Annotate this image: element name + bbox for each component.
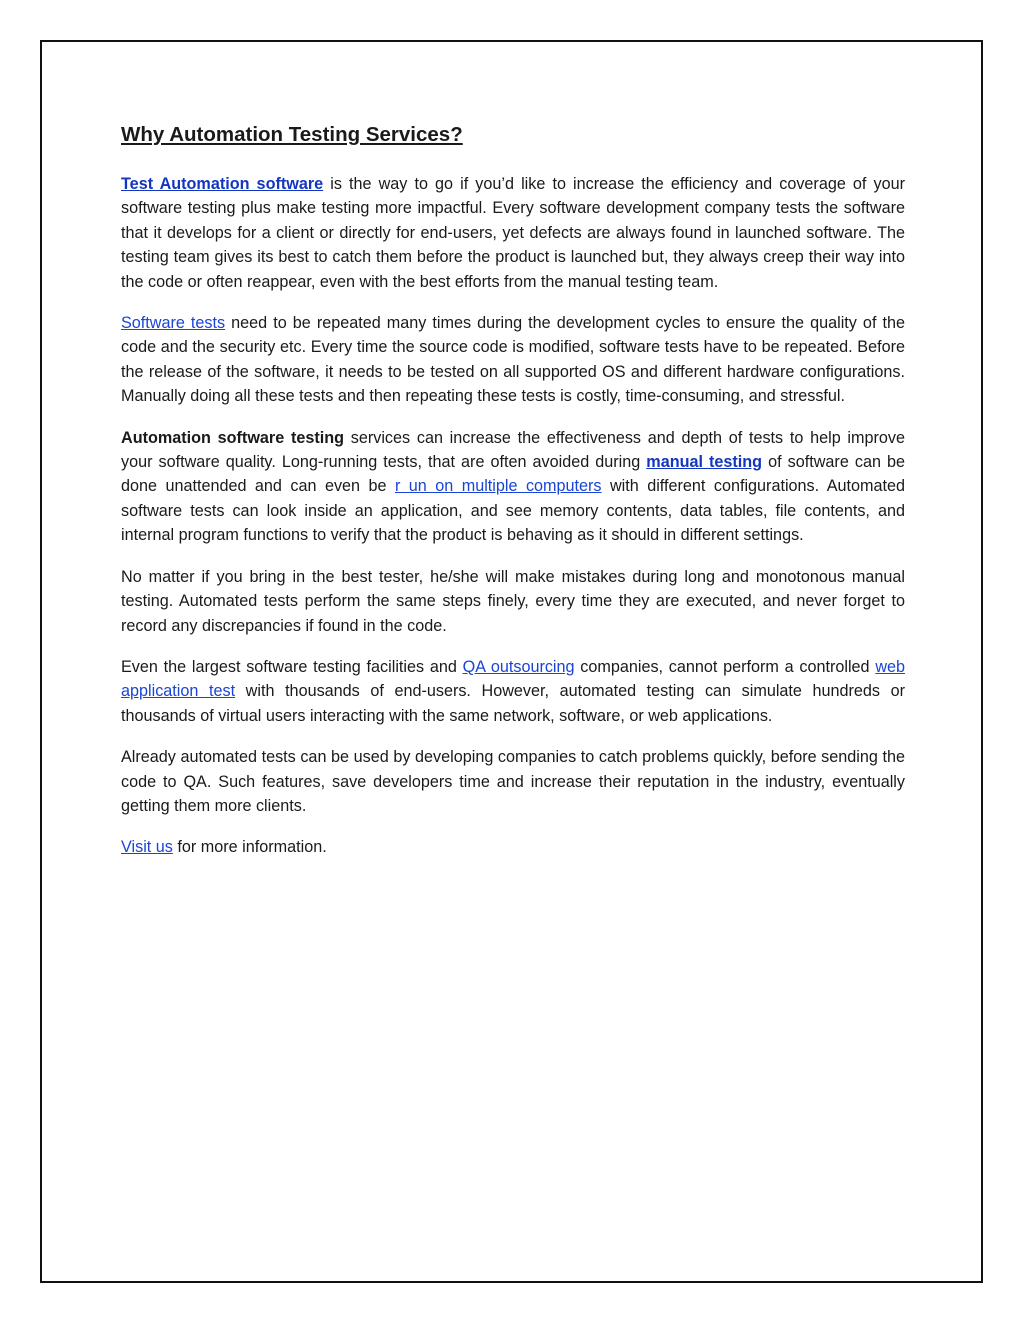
document-body <box>121 120 905 877</box>
paragraph-facilities-text-1: Even the largest software testing facilities and <box>121 657 463 676</box>
paragraph-facilities-text-2: companies, cannot perform a controlled <box>574 657 876 676</box>
test-automation-software-link[interactable]: Test Automation software <box>121 175 324 193</box>
web-application-test-link[interactable]: web application test <box>121 657 906 701</box>
paragraph-automation-testing <box>121 426 905 548</box>
paragraph-visit-us <box>121 835 905 859</box>
paragraph-automation-text-1: services can increase the effectiveness and depth of tests to help improve your software quality. Long-running tests, that are often avoided during <box>121 428 906 472</box>
page-title: Why Automation Testing Services? <box>121 123 463 146</box>
software-tests-link[interactable]: Software tests <box>121 314 226 333</box>
paragraph-best-tester: No matter if you bring in the best tester, he/she will make mistakes during long and monotonous manual testing. Automated tests perform the same steps finely, every time they are executed, and never forget to record any discrepancies if found in the code. <box>121 567 905 635</box>
paragraph-intro <box>121 172 905 294</box>
run-on-multiple-computers-link[interactable]: r un on multiple computers <box>394 477 602 496</box>
manual-testing-link[interactable]: manual testing <box>646 453 763 472</box>
qa-outsourcing-link[interactable]: QA outsourcing <box>462 657 575 676</box>
paragraph-automation-text-2: of software can be done unattended and can even be <box>121 453 905 496</box>
automation-software-testing-bold: Automation software testing <box>121 428 345 447</box>
paragraph-visit-us-text: for more information. <box>172 838 327 857</box>
paragraph-software-tests-text: need to be repeated many times during the development cycles to ensure the quality of the code and the security etc. Every time the source code is modified, software tests have to be repeated. Before the release of the software, it needs to be tested on all supported OS and different hardware configurations. Manually doing all these tests and then repeating these tests is costly, time-consuming, and stressful. <box>121 314 905 406</box>
paragraph-already-automated: Already automated tests can be used by developing companies to catch problems quickly, before sending the code to QA. Such features, save developers time and increase their reputation in the industry, eventually getting them more clients. <box>121 748 905 815</box>
paragraph-largest-facilities <box>121 655 905 728</box>
paragraph-facilities-text-3: with thousands of end-users. However, automated testing can simulate hundreds or thousands of virtual users interacting with the same network, software, or web applications. <box>121 682 905 725</box>
paragraph-intro-text: is the way to go if you’d like to increase the efficiency and coverage of your software testing plus make testing more impactful. Every software development company tests the software that it develops for a client or directly for end-users, yet defects are always found in launched software. The testing team gives its best to catch them before the product is launched but, they always creep their way into the code or often reappear, even with the best efforts from the manual testing team. <box>121 175 905 291</box>
paragraph-software-tests <box>121 311 905 409</box>
paragraph-automation-text-3: with different configurations. Automated software tests can look inside an application, and see memory contents, data tables, file contents, and internal program functions to verify that the product is behaving as it should in different settings. <box>121 477 905 545</box>
visit-us-link[interactable]: Visit us <box>121 838 173 857</box>
